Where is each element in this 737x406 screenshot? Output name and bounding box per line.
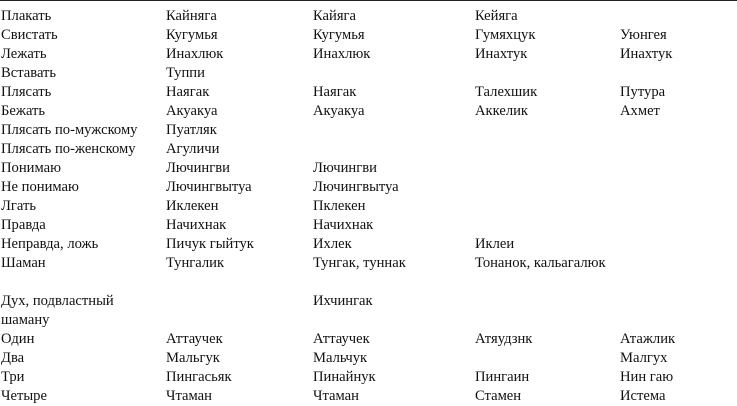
dialect-2-word-cell: Ихчингак [313,293,373,309]
dialect-1-word-cell: Иклекен [166,198,219,214]
dialect-4-word-cell: Атажлик [620,331,676,347]
dialect-3-word-cell: Гумяхцук [475,27,536,43]
dialect-1-word-cell: Пичук гыйтук [166,236,254,252]
dialect-2-word-cell: Начихнак [313,217,374,233]
table-row [0,368,737,387]
table-row [0,102,737,121]
table-row [0,254,737,292]
dialect-1-word-cell: Лючингвытуа [166,179,252,195]
dialect-1-word-cell: Начихнак [166,217,227,233]
table-row [0,83,737,102]
table-row [0,216,737,235]
dialect-2-word-cell: Пклекен [313,198,366,214]
dialect-2-word-cell: Мальчук [313,350,368,366]
table-row [0,330,737,349]
table-row [0,26,737,45]
dialect-3-word-cell: Иклеи [475,236,515,252]
table-row [0,45,737,64]
russian-word-cell: Плакать [1,8,52,24]
dialect-2-word-cell: Тунгак, туннак [313,255,406,271]
dialect-1-word-cell: Пуатляк [166,122,217,138]
dialect-1-word-cell: Лючингви [166,160,230,176]
dialect-2-word-cell: Лючингви [313,160,377,176]
top-rule [0,0,737,1]
russian-word-cell: Неправда, ложь [1,236,99,252]
table-row [0,7,737,26]
table-row [0,387,737,406]
dialect-3-word-cell: Пингаин [475,369,530,385]
table-row [0,178,737,197]
russian-word-cell: Плясать по-женскому [1,141,136,157]
russian-word-cell: Три [1,369,25,385]
dialect-3-word-cell: Атяудзнк [475,331,533,347]
russian-word-cell: Не понимаю [1,179,79,195]
russian-word-cell: Лгать [1,198,37,214]
russian-word-cell: Четыре [1,388,47,404]
dialect-3-word-cell: Тонанок, кальагалюк [475,255,606,271]
table-row [0,292,737,330]
dialect-1-word-cell: Акуакуа [166,103,218,119]
russian-word-cell: Вставать [1,65,57,81]
russian-word-cell: Дух, подвластный шаману [1,293,114,328]
dialect-4-word-cell: Инахтук [620,46,673,62]
dialect-1-word-cell: Кайняга [166,8,217,24]
russian-word-cell: Лежать [1,46,47,62]
russian-word-cell: Свистать [1,27,58,43]
dialect-3-word-cell: Аккелик [475,103,529,119]
russian-word-cell: Понимаю [1,160,61,176]
russian-word-cell: Два [1,350,25,366]
dialect-1-word-cell: Туппи [166,65,205,81]
vocabulary-table [0,7,737,406]
dialect-4-word-cell: Уюнгея [620,27,667,43]
dialect-4-word-cell: Ахмет [620,103,660,119]
russian-word-cell: Плясать по-мужскому [1,122,138,138]
dialect-3-word-cell: Инахтук [475,46,528,62]
dialect-2-word-cell: Наягак [313,84,357,100]
russian-word-cell: Правда [1,217,46,233]
table-row [0,349,737,368]
dialect-3-word-cell: Талехшик [475,84,538,100]
dialect-4-word-cell: Малгух [620,350,668,366]
dialect-4-word-cell: Путура [620,84,666,100]
dialect-1-word-cell: Агуличи [166,141,220,157]
dialect-1-word-cell: Тунгалик [166,255,225,271]
table-row [0,121,737,140]
dialect-2-word-cell: Акуакуа [313,103,365,119]
russian-word-cell: Бежать [1,103,46,119]
dialect-2-word-cell: Лючингвытуа [313,179,399,195]
dialect-1-word-cell: Мальгук [166,350,220,366]
dialect-2-word-cell: Кайяга [313,8,357,24]
russian-word-cell: Шаман [1,255,46,271]
dialect-3-word-cell: Кейяга [475,8,518,24]
russian-word-cell: Один [1,331,35,347]
dialect-3-word-cell: Стамен [475,388,522,404]
dialect-2-word-cell: Пинайнук [313,369,376,385]
dialect-2-word-cell: Аттаучек [313,331,370,347]
dialect-2-word-cell: Кугумья [313,27,365,43]
dialect-1-word-cell: Кугумья [166,27,218,43]
dialect-1-word-cell: Наягак [166,84,210,100]
dialect-1-word-cell: Инахлюк [166,46,224,62]
table-row [0,197,737,216]
dialect-2-word-cell: Ихлек [313,236,352,252]
table-row [0,159,737,178]
table-row [0,235,737,254]
dialect-1-word-cell: Пингасьяк [166,369,232,385]
dialect-4-word-cell: Истема [620,388,666,404]
table-row [0,140,737,159]
dialect-4-word-cell: Нин гаю [620,369,674,385]
table-row [0,64,737,83]
dialect-2-word-cell: Инахлюк [313,46,371,62]
dialect-2-word-cell: Чтаман [313,388,359,404]
dialect-1-word-cell: Чтаман [166,388,212,404]
dialect-1-word-cell: Аттаучек [166,331,223,347]
russian-word-cell: Плясать [1,84,52,100]
